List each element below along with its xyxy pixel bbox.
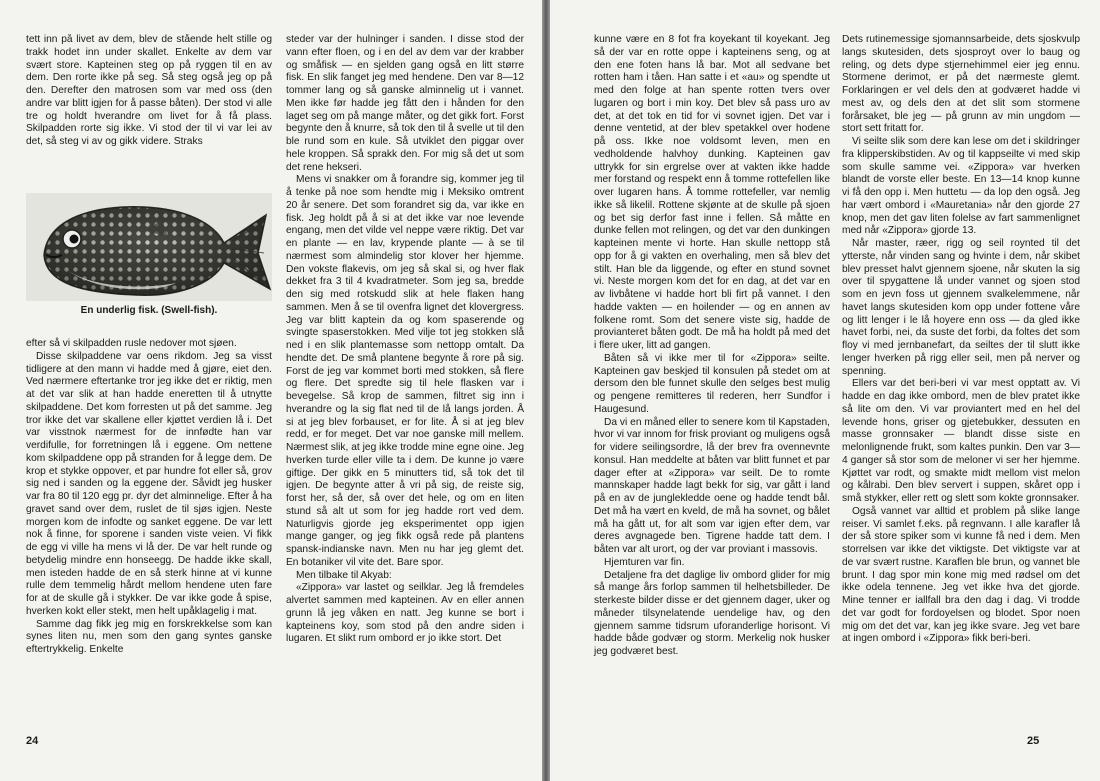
paragraph: Dets rutinemessige sjomannsarbeide, dets sjoskvulp langs skutesiden, dets sjosproyt over lo baug og reling, og dets dype stjernehimmel eier jeg ennu. Stormene derimot, er på det nærmeste glemt. Forklaringen er vel dels den at godværet hadde vi mest av, og dels den at det slit som stormene forårsaket, ble jeg — på grunn av min ungdom — stort sett fritatt for. — [842, 34, 1080, 135]
paragraph: Også vannet var alltid et problem på slike lange reiser. Vi samlet f.eks. på regnvann. I alle karafler lå der så store spiker som vi kunne få ned i dem. Men storrelsen var ikke det viktigste. Det viktigste var at de var svært rustne. Karaflen ble brun, og vannet ble brunt. I dag spor min kone mig med rødsel om det ikke odela tennene. Jeg vet ikke hva det gjorde. Mine tenner er iallfall bra den dag i dag. Vi trodde det var godt for fordoyelsen og blodet. Spor noen mig om det det var, kan jeg ikke svare. Jeg vet bare at ingen ombord i «Zippora» fikk beri-beri. — [842, 505, 1080, 645]
page-number-left: 24 — [26, 735, 39, 747]
paragraph: efter så vi skilpadden rusle nedover mot sjøen. — [26, 338, 237, 349]
paragraph: Når master, ræer, rigg og seil roynted til det ytterste, når vinden sang og hvinte i dem, når skibet blev presset halvt gjennem sjoene, når skuten la sig over til spygattene lå under vannet og sjoen stod som en jevn foss ut gjennem svalkelemmene, når havet langs skutesiden kom opp under fottene våre og litt lenger i le lå hoyere enn oss — da gled ikke havet forbi, nei, da suste det forbi, da foltes det som floy vi med jernbanefart, da seiltes der til slutt ikke lenger hverken på rigg eller seil, men på nerver og spenning. — [842, 238, 1080, 377]
right-page-column-2 — [842, 34, 1080, 646]
book-gutter — [542, 0, 550, 781]
right-page-column-1 — [594, 34, 830, 659]
paragraph: Hjemturen var fin. — [604, 556, 685, 568]
paragraph: Men tilbake til Akyab: — [296, 569, 392, 581]
paragraph: Mens vi snakker om å forandre sig, kommer jeg til å tenke på noe som hendte mig i Meksiko omtrent 20 år senere. Det som forandret sig da, var ikke en fisk. Jeg holdt på å si at det ikke var noe levende engang, men det vilde vel neppe være riktig. Det var en plante — en lav, krypende plante — à se til nærmest som almindelig stor klover her hjemme. Den vokste flakevis, om jeg så skal si, og hver flak dekket fra 3 til 4 kvadratmeter. Som jeg sa, bredde den sig med rotskudd slik at hele flaken hang sammen. Men å se til ovenfra lignet det klovergress. Jeg var blitt kaptein da og kom spaserende og svingte spaserstokken. Med vilje tot jeg stokken slå ned i en slik plantemasse som nettopp omtalt. Da hendte det. De små plantene begynte å rore på sig. Forst de jeg var kommet borti med stokken, så flere og flere. Det spredte sig til hele flasken var i bevegelse. Så krop de sammen, filtret sig inn i hverandre og la sig flat ned til de lå langs jorden. Å si at jeg blev forbauset, er for lite. Å si at jeg blev redd, er for meget. Det var noe ganske mill mellem. Nærmest slik, at jeg ikke trodde mine egne oine. Jeg hverken turde eller ville ta i dem. De kunne jo være giftige. Der gikk en 5 minutters tid, så tok det til igjen. De begynte atter å vri på sig, de reiste sig, forst her, så der, så over det hele, og om en liten stund så alt ut som for jeg hadde rort ved dem. Naturligvis gjorde jeg eksperimentet opp igjen mange ganger, og jeg fikk også rede på plantens spansk-indianske navn. Men nu har jeg glemt det. En botaniker vil vite det. Bare spor. — [286, 174, 524, 568]
column-1-lower-text — [26, 338, 272, 657]
paragraph: «Zippora» var lastet og seilklar. Jeg lå fremdeles alvertet sammen med kapteinen. Av en eller annen grunn lå jeg våken en natt. Jeg kunne se bort i kapteinens koy, som stod på den andre siden i lugaren. Et slikt rum ombord er jo ikke stort. Det — [286, 582, 524, 645]
paragraph: kunne være en 8 fot fra koyekant til koyekant. Jeg så der var en rotte oppe i kapteinens seng, og at den ene foten hans lå bar. Mot all sedvane bet rotten ham i tåen. Han satte i et «au» og spendte ut med den folge at han spente rotten tvers over lugaren og bort i min koy. Det blev så pass uro av det, at det tok en tid for vi sovnet igjen. Det var i denne ventetid, at der blev spetakkel over hodene på oss. Ikke noe voldsomt leven, men en vedholdende halvhoy dunking. Kapteinen gav uttrykk for sin ergrelse over at vakten ikke hadde mer forstand og respekt enn å tomme rottefellen like over lugaren hans. Å tomme rottefeller, var nemlig ikke så likelil. Rottene skjønte at de skulle på sjoen og bet sig derfor fast inne i fellen. Så måtte en dunke fellen mot relingen, og det var den dunkingen kapteinen mente vi horte. Han skulle nettopp stå opp for å gi vakten en overhaling, men så blev det stilt. Han ble da liggende, og efter en stund sovnet vi. Neste morgen kom det for en dag, at det var en av livbåtene vi hadde hort bli firt på vannet. I den hadde vakten — en hoilender — og en annen av folkene romt. Som det senere viste sig, hadde de provianteret båten godt. De må ha holdt på med det i flere uker, litt ad gangen. — [594, 34, 830, 351]
left-page-column-2 — [286, 34, 524, 646]
swell-fish-photo — [26, 193, 272, 301]
paragraph: Vi seilte slik som dere kan lese om det i skildringer fra klipperskibstiden. Av og til kappseilte vi med skip som skulle samme vei. «Zippora» var hverken blandt de vorste eller beste. En 13—14 knop kunne vi få den opp i. Men huttetu — da lop den også. Jeg har vært ombord i «Mauretania» når den gjorde 27 knop, men det gav liten folelse av fart sammenlignet med når «Zippora» gjorde 13. — [842, 136, 1080, 237]
paragraph: Ellers var det beri-beri vi var mest opptatt av. Vi hadde en dag ikke ombord, men de blev pratet ikke så lite om den. Vi var proviantert med en hel del levende hons, griser og gjetebukker, dessuten en masse gronnsaker — blandt disse siste en melonlignende frukt, som kaltes punkin. Den var 3—4 ganger så stor som de meloner vi ser her hjemme. Kjøttet var rodt, og smakte midt mellom vist melon og kålrabi. Den blev servert i suppen, skåret opp i små stykker, eller rett og slett som kokte gronnsaker. — [842, 378, 1080, 504]
swell-fish-illustration — [26, 193, 272, 301]
fish-figure — [26, 193, 272, 329]
page-number-right: 25 — [1027, 735, 1040, 747]
paragraph: tett inn på livet av dem, blev de stående helt stille og trakk hodet inn under skallet. Enkelte av dem var svært store. Kapteinen steg op på ryggen til en av dem. Den rorte ikke på seg. Så steg også jeg op på den. Derefter den matrosen som var med oss (den andre var blitt igjen for å passe båten). Der stod vi alle tre og holdt hverandre om livet for å få plass. Skilpadden rorte sig ikke. Vi stod der til vi var lei av det, så steg vi av og gikk videre. Straks — [26, 34, 272, 147]
paragraph: Da vi en måned eller to senere kom til Kapstaden, hvor vi var innom for frisk proviant og muligens også for videre seilingsordre, lå der brev fra ovennevnte konsul. Han meddelte at båten var blitt funnet et par dager efter at «Zippora» var seilt. De to romte mannskaper hadde lagt bekk for sig, var gått i land på en av de junglekledde oene og hadde tendt bål. Det må ha vært en kveld, de må ha sovnet, og bålet må ha gått ut, for alt som var igjen efter dem, var deres avgnagede ben. Tigrene hadde tatt dem. I båten var alt urort, og der var proviant i massovis. — [594, 416, 830, 555]
paragraph: Båten så vi ikke mer til for «Zippora» seilte. Kapteinen gav beskjed til konsulen på stedet om at dersom den ble funnet skulle den selges best mulig og pengene remitteres til rederen, herr Sundfor i Haugesund. — [594, 352, 830, 415]
column-1-upper-text — [26, 34, 272, 196]
paragraph: Samme dag fikk jeg mig en forskrekkelse som kan synes liten nu, men som den gang syntes ganske eftertrykkelig. Enkelte — [26, 618, 272, 655]
right-page — [550, 0, 1100, 781]
figure-caption: En underlig fisk. (Swell-fish). — [80, 305, 218, 316]
left-page — [0, 0, 542, 781]
paragraph: steder var der hulninger i sanden. I disse stod der vann efter floen, og i en del av dem var der krabber og småfisk — en sjelden gang også en litt større fisk. En slik fanget jeg med hendene. Den var 8—12 tommer lang og så ganske alminnelig ut i vannet. Men ikke før hadde jeg fått den i hånden for den laget seg om på mange måter, og det gikk fort. Forst begynte den å knurre, så tok den til å svelle ut til den ble rund som en kule. Så utviklet den piggar over hele kroppen. Så sprakk den. For mig så det ut som det rene hekseri. — [286, 34, 524, 173]
paragraph: Disse skilpaddene var oens rikdom. Jeg sa visst tidligere at den mann vi hadde med å gjøre, eiet den. Ved nærmere eftertanke tror jeg ikke det er riktig, men at det var slik at han hadde eneretten til å utnytte skilpaddene. Det kom forresten ut på det samme. Jeg tror ikke det var skallene eller kjøttet verdien lå i. Det var visstnok nærmest for de innfødte han var verdifulle, for forretningen lå i eggene. Om nettene kom skilpaddene opp på stranden for å legge dem. De krop et stykke oppover, et par hundre fot eller så, grov sig ned i sanden og la eggene der. Såvidt jeg husker var fra 80 til 120 egg pr. dyr det alminnelige. Efter å ha gravet sand over dem, ruslet de til sjøs igjen. Neste morgen kom de infodte og sanket eggene. De var lett nok å finne, for sporene i sanden viste veien. Vi fikk de egg vi ville ha mens vi lå der. De var helt runde og betydelig mindre enn honseegg. De hadde ikke skall, men isteden hadde de en så sterk hinne at vi kunne rulle dem temmelig hårdt mellom hendene uten fare for at de skulle gå i stykker. De var ikke gode å spise, hverken kokt eller stekt, men helt upåklagelig i mat. — [26, 350, 272, 617]
paragraph: Detaljene fra det daglige liv ombord glider for mig så mange års forlop sammen til helhetsbilleder. De sterkeste bilder disse er det gjennem dager, uker og måneder tilsynelatende uendelige hav, og den gjennem samme tidsrum uforanderlige horisont. Vi hadde både godvær og storm. Merkelig nok husker jeg godværet best. — [594, 569, 830, 657]
